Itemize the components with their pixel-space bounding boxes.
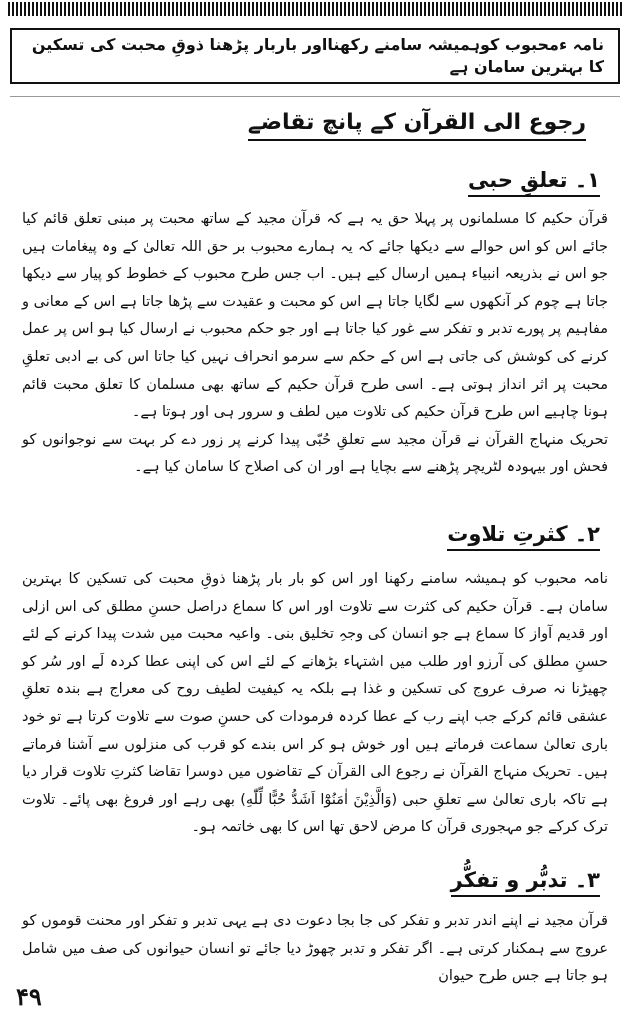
section-3-body — [22, 908, 608, 991]
page-number: ۴۹ — [16, 982, 42, 1011]
chapter-title: رجوع الی القرآن کے پانچ تقاضے — [248, 110, 586, 141]
section-heading-1: ۱۔ تعلقِ حبی — [468, 168, 600, 197]
paragraph: تحریک منہاج القرآن نے قرآن مجید سے تعلقِ حُبّی پیدا کرنے پر زور دے کر بہت سے نوجوانوں کو فحش اور بیہودہ لٹریچر پڑھنے سے بچایا ہے اور ان کی اصلاح کا سامان کیا ہے۔ — [22, 431, 608, 476]
quote-box — [10, 28, 620, 84]
page-top-border — [8, 2, 622, 16]
section-heading-3: ۳۔ تدبُّر و تفکُّر — [451, 868, 600, 897]
quote-text: نامہ ءمحبوب کوہمیشہ سامنے رکھنااور باربار پڑھنا ذوقِ محبت کی تسکین کا بہترین سامان ہے — [31, 35, 604, 76]
paragraph: نامہ محبوب کو ہمیشہ سامنے رکھنا اور اس کو بار بار پڑھنا ذوقِ محبت کی تسکین کا بہترین سامان ہے۔ قرآن حکیم کی کثرت سے تلاوت اور اس کا سماع دراصل حسنِ مطلق کی اس ازلی اور قدیم آواز کا سماع ہے جو انسان کی وجہِ تخلیق بنی۔ واعیہ محبت میں شدت پیدا کرنے کے لئے حسنِ مطلق کی آرزو اور طلب میں اشتہاء بڑھانے کے لئے اس کی اپنی عطا کردہ لَے اور سُر کو چھیڑنا نہ صرف عروج کی تسکین و غذا ہے بلکہ یہ کیفیت لطیف روح کی معراج ہے بندہ تعلقِ عشقی قائم کرکے جب اپنے رب کے عطا کردہ فرمودات کی حسنِ صوت سے تلاوت کرتا ہے تو خود باری تعالیٰ سماعت فرماتے ہیں اور خوش ہو کر اس بندے کو قرب کی منزلوں سے آشنا فرماتے ہیں۔ تحریک منہاج القرآن نے رجوع الی القرآن کے تقاضوں میں دوسرا تقاضا کثرتِ تلاوت قرار دیا ہے تاکہ باری تعالیٰ سے تعلقِ حبی (وَالَّذِيْنَ اٰمَنُوْٓا اَشَدُّ حُبًّا لِّلّٰهِ) بھی رہے اور فروغ بھی پائے۔ تلاوت ترک کرکے جو مہجوری قرآن کا مرض لاحق تھا اس کا بھی خاتمہ ہو۔ — [22, 571, 608, 836]
divider — [10, 96, 620, 97]
paragraph: قرآن مجید نے اپنے اندر تدبر و تفکر کی جا بجا دعوت دی ہے یہی تدبر و تفکر اور محنت قوموں کو عروج سے ہمکنار کرتی ہے۔ اگر تفکر و تدبر چھوڑ دیا جائے تو انسان حیوانوں کی صف میں شامل ہو جاتا ہے جس طرح حیوان — [22, 913, 608, 985]
section-1-body — [22, 206, 608, 482]
paragraph: قرآن حکیم کا مسلمانوں پر پہلا حق یہ ہے کہ قرآن مجید کے ساتھ محبت پر مبنی تعلق قائم کیا جائے اس کو اس حوالے سے دیکھا جائے کہ یہ ہمارے محبوب بر حق اللہ تعالیٰ کے وہ پیغامات ہیں جو اس نے بذریعہ انبیاء ہمیں ارسال کیے ہیں۔ اب جس طرح محبوب کے خطوط کو پیار سے دیکھا جاتا ہے چوم کر آنکھوں سے لگایا جاتا ہے اس کو محبت و عقیدت سے پڑھا جاتا ہے اس کے معانی و مفاہیم پر پورے تدبر و تفکر سے غور کیا جاتا ہے اور جو حکم محبوب نے ارسال کیا ہو اس پر عمل کرنے کی کوشش کی جاتی ہے اس کے حکم سے سرمو انحراف نہیں کیا جاتا اس کی بے ادبی تعلقِ محبت پر اثر انداز ہوتی ہے۔ اسی طرح قرآن حکیم کے ساتھ بھی مسلمان کا تعلق محبت قائم ہونا چاہیے اس طرح قرآن حکیم کی تلاوت میں لطف و سرور ہی اور ہوتا ہے۔ — [22, 211, 608, 421]
section-heading-2: ۲۔ کثرتِ تلاوت — [447, 522, 600, 551]
section-2-body — [22, 566, 608, 842]
